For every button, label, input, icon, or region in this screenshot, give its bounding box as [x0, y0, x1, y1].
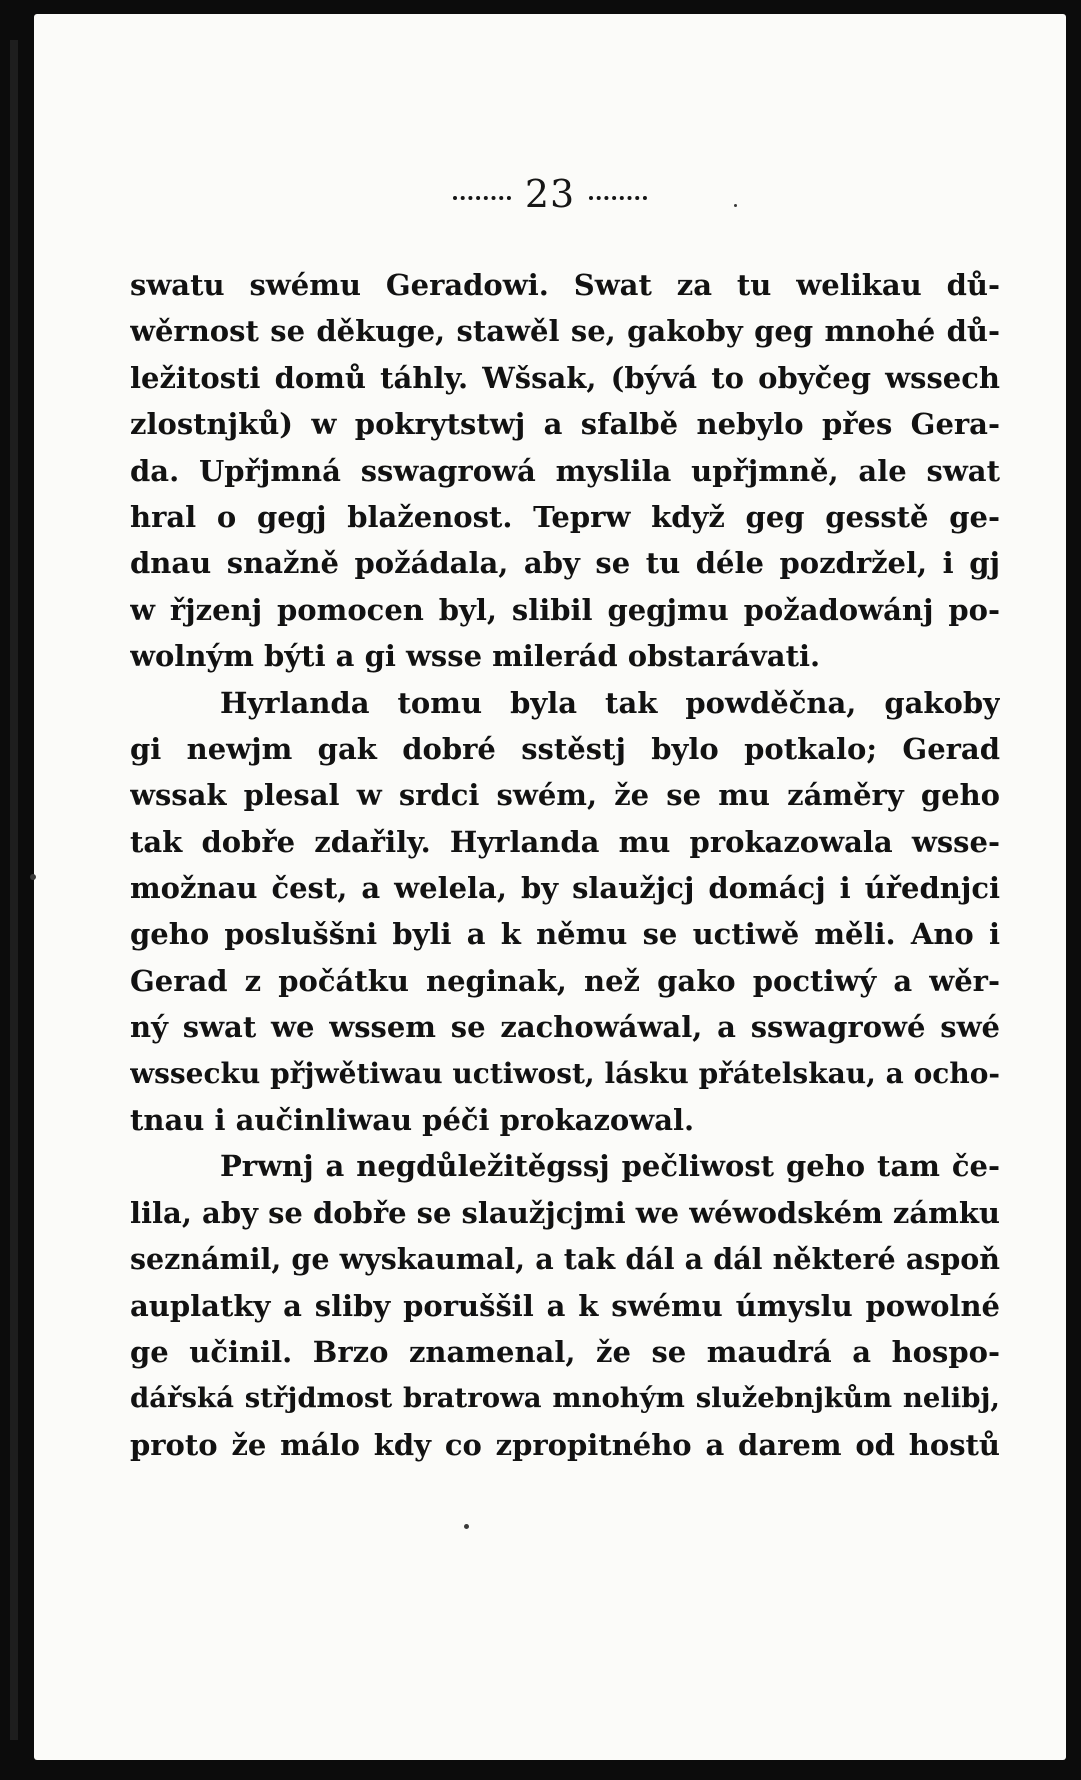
text-line: možnau čest, a welela, by slaužjcj domácj i úřednjci [130, 871, 1000, 906]
text-line: swatu swému Geradowi. Swat za tu welikau dů- [130, 268, 1000, 302]
text-line: wěrnost se děkuge, stawěl se, gakoby geg mnohé dů- [130, 314, 1000, 349]
text-line: ný swat we wssem se zachowáwal, a sswagrowé swé [130, 1010, 1000, 1045]
text-line: geho posluššni byli a k němu se uctiwě měli. Ano i [130, 917, 1000, 952]
header-ornament-right [589, 196, 647, 200]
text-line: lila, aby se dobře se slaužjcjmi we wéwodském zámku [130, 1195, 1000, 1230]
page-header [34, 172, 1066, 216]
page-number: 23 [524, 172, 576, 216]
text-line: zlostnjků) w pokrytstwj a sfalbě nebylo přes Gera- [130, 407, 1000, 442]
paper-speck [464, 1524, 469, 1529]
text-line: Prwnj a negdůležitěgssj pečliwost geho tam če- [220, 1149, 1000, 1184]
text-line: w řjzenj pomocen byl, slibil gegjmu požadowánj po- [130, 592, 1000, 627]
paragraph [130, 680, 1000, 1144]
text-line: ge učinil. Brzo znamenal, že se maudrá a hospo- [130, 1334, 1000, 1369]
text-line: wolným býti a gi wsse milerád obstarávati. [130, 639, 821, 674]
text-line: proto že málo kdy co zpropitného a darem od hostů [130, 1427, 1000, 1462]
text-line: auplatky a sliby poruššil a k swému úmyslu powolné [130, 1288, 1000, 1323]
text-line: wssecku přjwětiwau uctiwost, lásku přátelskau, a ocho- [130, 1056, 1000, 1090]
text-line: seznámil, ge wyskaumal, a tak dál a dál některé aspoň [130, 1242, 1000, 1277]
binding-edge-shadow [10, 40, 18, 1740]
text-line: dářská střjdmost bratrowa mnohým služebnjkům nelibj, [130, 1382, 1000, 1415]
text-line: tnau i aučinliwau péči prokazowal. [130, 1103, 695, 1138]
paragraph [130, 1143, 1000, 1468]
body-text [130, 262, 1000, 1468]
text-line: wssak plesal w srdci swém, že se mu záměry geho [130, 778, 1000, 813]
paragraph [130, 262, 1000, 680]
text-line: Gerad z počátku neginak, než gako poctiwý a wěr- [130, 963, 1000, 998]
text-line: Hyrlanda tomu byla tak powděčna, gakoby [220, 685, 1000, 720]
paper-speck [30, 874, 36, 880]
text-line: dnau snažně požádala, aby se tu déle pozdržel, i gj [130, 546, 1000, 581]
header-ornament-left [453, 196, 511, 200]
text-line: da. Upřjmná sswagrowá myslila upřjmně, ale swat [130, 453, 1000, 488]
text-line: hral o gegj blaženost. Teprw když geg gesstě ge- [130, 499, 1000, 534]
book-page [34, 14, 1066, 1760]
paper-speck [734, 204, 737, 207]
text-line: tak dobře zdařily. Hyrlanda mu prokazowala wsse- [130, 824, 1000, 859]
text-line: ležitosti domů táhly. Wšsak, (bývá to obyčeg wssech [130, 360, 1000, 395]
text-line: gi newjm gak dobré sstěstj bylo potkalo; Gerad [130, 731, 1000, 766]
